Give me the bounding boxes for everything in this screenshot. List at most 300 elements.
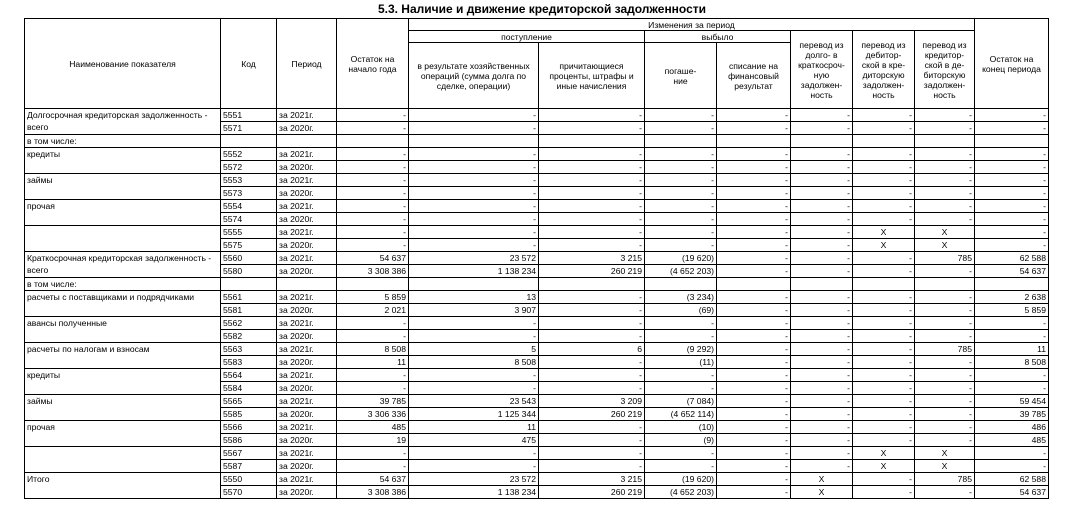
code-cell: 5580: [221, 265, 277, 278]
table-body: [25, 109, 1049, 499]
transfer-from-debit-cell: X: [915, 226, 975, 239]
period-cell: за 2021г.: [277, 174, 337, 187]
empty-cell: [717, 278, 791, 291]
interest-cell: -: [539, 356, 645, 369]
end-balance-cell: -: [975, 460, 1049, 473]
interest-cell: -: [539, 447, 645, 460]
business-ops-cell: 23 543: [409, 395, 539, 408]
business-ops-cell: -: [409, 200, 539, 213]
period-cell: за 2020г.: [277, 330, 337, 343]
code-cell: 5571: [221, 122, 277, 135]
table-row: [25, 148, 1049, 161]
empty-cell: [791, 135, 853, 148]
repayment-cell: (9): [645, 434, 717, 447]
table-row: [25, 343, 1049, 356]
repayment-cell: (19 620): [645, 252, 717, 265]
end-balance-cell: -: [975, 148, 1049, 161]
transfer-to-debit-cell: -: [853, 291, 915, 304]
interest-cell: 3 209: [539, 395, 645, 408]
transfer-to-debit-cell: -: [853, 109, 915, 122]
repayment-cell: (7 084): [645, 395, 717, 408]
table-row: [25, 421, 1049, 434]
transfer-long-short-cell: -: [791, 304, 853, 317]
header-interest: причитающиеся проценты, штрафы и иные начисления: [539, 43, 645, 109]
row-label: в том числе:: [25, 278, 221, 291]
transfer-to-debit-cell: -: [853, 174, 915, 187]
writeoff-cell: -: [717, 252, 791, 265]
writeoff-cell: -: [717, 395, 791, 408]
end-balance-cell: -: [975, 213, 1049, 226]
transfer-from-debit-cell: 785: [915, 252, 975, 265]
table-row: [25, 291, 1049, 304]
transfer-long-short-cell: -: [791, 382, 853, 395]
transfer-from-debit-cell: -: [915, 122, 975, 135]
row-label: [25, 447, 221, 473]
business-ops-cell: 3 907: [409, 304, 539, 317]
code-cell: 5553: [221, 174, 277, 187]
code-cell: 5561: [221, 291, 277, 304]
interest-cell: -: [539, 460, 645, 473]
code-cell: 5565: [221, 395, 277, 408]
repayment-cell: -: [645, 460, 717, 473]
transfer-to-debit-cell: -: [853, 421, 915, 434]
table-row: [25, 109, 1049, 122]
end-balance-cell: -: [975, 369, 1049, 382]
interest-cell: 3 215: [539, 473, 645, 486]
transfer-from-debit-cell: -: [915, 317, 975, 330]
writeoff-cell: -: [717, 161, 791, 174]
empty-cell: [221, 278, 277, 291]
header-transfer-to-debit: перевод из дебитор- ской в кре- диторскую задолжен- ность: [853, 31, 915, 109]
code-cell: 5555: [221, 226, 277, 239]
transfer-long-short-cell: -: [791, 200, 853, 213]
empty-cell: [277, 135, 337, 148]
interest-cell: -: [539, 161, 645, 174]
start-balance-cell: -: [337, 369, 409, 382]
row-label: прочая: [25, 421, 221, 447]
transfer-to-debit-cell: -: [853, 187, 915, 200]
repayment-cell: -: [645, 330, 717, 343]
transfer-long-short-cell: -: [791, 447, 853, 460]
code-cell: 5573: [221, 187, 277, 200]
interest-cell: -: [539, 291, 645, 304]
period-cell: за 2020г.: [277, 460, 337, 473]
transfer-from-debit-cell: -: [915, 395, 975, 408]
business-ops-cell: -: [409, 213, 539, 226]
start-balance-cell: -: [337, 200, 409, 213]
code-cell: 5585: [221, 408, 277, 421]
business-ops-cell: -: [409, 122, 539, 135]
header-end: Остаток на конец периода: [975, 19, 1049, 109]
transfer-from-debit-cell: -: [915, 161, 975, 174]
repayment-cell: -: [645, 213, 717, 226]
empty-cell: [975, 135, 1049, 148]
transfer-to-debit-cell: -: [853, 265, 915, 278]
period-cell: за 2020г.: [277, 434, 337, 447]
transfer-to-debit-cell: -: [853, 252, 915, 265]
business-ops-cell: -: [409, 369, 539, 382]
transfer-long-short-cell: -: [791, 213, 853, 226]
end-balance-cell: -: [975, 161, 1049, 174]
transfer-from-debit-cell: -: [915, 200, 975, 213]
code-cell: 5562: [221, 317, 277, 330]
period-cell: за 2020г.: [277, 213, 337, 226]
table-row: [25, 278, 1049, 291]
code-cell: 5572: [221, 161, 277, 174]
repayment-cell: -: [645, 161, 717, 174]
start-balance-cell: 54 637: [337, 252, 409, 265]
code-cell: 5575: [221, 239, 277, 252]
row-label: авансы полученные: [25, 317, 221, 343]
end-balance-cell: 486: [975, 421, 1049, 434]
writeoff-cell: -: [717, 213, 791, 226]
period-cell: за 2021г.: [277, 200, 337, 213]
transfer-from-debit-cell: -: [915, 174, 975, 187]
writeoff-cell: -: [717, 148, 791, 161]
period-cell: за 2020г.: [277, 486, 337, 499]
writeoff-cell: -: [717, 265, 791, 278]
start-balance-cell: -: [337, 226, 409, 239]
transfer-to-debit-cell: -: [853, 213, 915, 226]
writeoff-cell: -: [717, 317, 791, 330]
business-ops-cell: -: [409, 148, 539, 161]
start-balance-cell: 19: [337, 434, 409, 447]
interest-cell: 3 215: [539, 252, 645, 265]
business-ops-cell: -: [409, 239, 539, 252]
repayment-cell: -: [645, 447, 717, 460]
transfer-to-debit-cell: -: [853, 304, 915, 317]
end-balance-cell: 8 508: [975, 356, 1049, 369]
code-cell: 5587: [221, 460, 277, 473]
business-ops-cell: -: [409, 226, 539, 239]
empty-cell: [791, 278, 853, 291]
business-ops-cell: 13: [409, 291, 539, 304]
start-balance-cell: 3 308 386: [337, 486, 409, 499]
code-cell: 5586: [221, 434, 277, 447]
writeoff-cell: -: [717, 356, 791, 369]
transfer-long-short-cell: -: [791, 317, 853, 330]
transfer-from-debit-cell: -: [915, 369, 975, 382]
table-row: [25, 174, 1049, 187]
interest-cell: -: [539, 187, 645, 200]
transfer-long-short-cell: -: [791, 460, 853, 473]
transfer-long-short-cell: -: [791, 434, 853, 447]
transfer-to-debit-cell: -: [853, 200, 915, 213]
transfer-long-short-cell: -: [791, 252, 853, 265]
business-ops-cell: 1 138 234: [409, 486, 539, 499]
transfer-to-debit-cell: X: [853, 226, 915, 239]
writeoff-cell: -: [717, 304, 791, 317]
writeoff-cell: -: [717, 200, 791, 213]
business-ops-cell: -: [409, 382, 539, 395]
empty-cell: [337, 135, 409, 148]
start-balance-cell: 39 785: [337, 395, 409, 408]
period-cell: за 2020г.: [277, 356, 337, 369]
transfer-from-debit-cell: -: [915, 434, 975, 447]
table-row: [25, 226, 1049, 239]
transfer-to-debit-cell: -: [853, 382, 915, 395]
empty-cell: [409, 135, 539, 148]
row-label: [25, 226, 221, 252]
interest-cell: -: [539, 239, 645, 252]
repayment-cell: -: [645, 226, 717, 239]
repayment-cell: (4 652 203): [645, 486, 717, 499]
row-label: Итого: [25, 473, 221, 499]
header-business-ops: в результате хозяйственных операций (сумма долга по сделке, операции): [409, 43, 539, 109]
end-balance-cell: 62 588: [975, 473, 1049, 486]
start-balance-cell: 3 306 336: [337, 408, 409, 421]
empty-cell: [277, 278, 337, 291]
period-cell: за 2020г.: [277, 122, 337, 135]
repayment-cell: (4 652 114): [645, 408, 717, 421]
repayment-cell: -: [645, 122, 717, 135]
writeoff-cell: -: [717, 369, 791, 382]
period-cell: за 2021г.: [277, 317, 337, 330]
end-balance-cell: -: [975, 226, 1049, 239]
period-cell: за 2021г.: [277, 447, 337, 460]
transfer-long-short-cell: -: [791, 122, 853, 135]
transfer-to-debit-cell: -: [853, 369, 915, 382]
transfer-from-debit-cell: -: [915, 109, 975, 122]
start-balance-cell: -: [337, 330, 409, 343]
transfer-to-debit-cell: -: [853, 434, 915, 447]
writeoff-cell: -: [717, 382, 791, 395]
period-cell: за 2021г.: [277, 421, 337, 434]
end-balance-cell: -: [975, 122, 1049, 135]
empty-cell: [539, 278, 645, 291]
row-label: Долгосрочная кредиторская задолженность - всего: [25, 109, 221, 135]
start-balance-cell: -: [337, 122, 409, 135]
header-changes: Изменения за период: [409, 19, 975, 31]
row-label: в том числе:: [25, 135, 221, 148]
period-cell: за 2020г.: [277, 161, 337, 174]
row-label: займы: [25, 395, 221, 421]
interest-cell: -: [539, 174, 645, 187]
transfer-long-short-cell: -: [791, 265, 853, 278]
code-cell: 5567: [221, 447, 277, 460]
transfer-long-short-cell: -: [791, 291, 853, 304]
transfer-from-debit-cell: -: [915, 421, 975, 434]
page-title: 5.3. Наличие и движение кредиторской задолженности: [377, 2, 707, 16]
code-cell: 5560: [221, 252, 277, 265]
business-ops-cell: -: [409, 109, 539, 122]
transfer-from-debit-cell: -: [915, 291, 975, 304]
start-balance-cell: -: [337, 187, 409, 200]
row-label: прочая: [25, 200, 221, 226]
header-name: Наименование показателя: [25, 19, 221, 109]
interest-cell: -: [539, 434, 645, 447]
repayment-cell: -: [645, 109, 717, 122]
code-cell: 5574: [221, 213, 277, 226]
interest-cell: -: [539, 200, 645, 213]
empty-cell: [645, 135, 717, 148]
start-balance-cell: -: [337, 161, 409, 174]
transfer-long-short-cell: -: [791, 330, 853, 343]
business-ops-cell: -: [409, 447, 539, 460]
end-balance-cell: 39 785: [975, 408, 1049, 421]
code-cell: 5583: [221, 356, 277, 369]
interest-cell: -: [539, 122, 645, 135]
interest-cell: -: [539, 317, 645, 330]
header-writeoff: списание на финансовый результат: [717, 43, 791, 109]
business-ops-cell: -: [409, 330, 539, 343]
start-balance-cell: 485: [337, 421, 409, 434]
end-balance-cell: -: [975, 330, 1049, 343]
transfer-from-debit-cell: -: [915, 356, 975, 369]
transfer-to-debit-cell: -: [853, 148, 915, 161]
interest-cell: 260 219: [539, 408, 645, 421]
business-ops-cell: 475: [409, 434, 539, 447]
business-ops-cell: 5: [409, 343, 539, 356]
writeoff-cell: -: [717, 421, 791, 434]
period-cell: за 2021г.: [277, 369, 337, 382]
period-cell: за 2020г.: [277, 265, 337, 278]
repayment-cell: (10): [645, 421, 717, 434]
payables-table: [24, 18, 1049, 499]
end-balance-cell: -: [975, 382, 1049, 395]
start-balance-cell: 5 859: [337, 291, 409, 304]
code-cell: 5584: [221, 382, 277, 395]
header-period: Период: [277, 19, 337, 109]
code-cell: 5564: [221, 369, 277, 382]
start-balance-cell: 11: [337, 356, 409, 369]
repayment-cell: -: [645, 200, 717, 213]
repayment-cell: (9 292): [645, 343, 717, 356]
transfer-long-short-cell: -: [791, 369, 853, 382]
repayment-cell: (4 652 203): [645, 265, 717, 278]
transfer-long-short-cell: -: [791, 226, 853, 239]
table-header: [25, 19, 1049, 109]
transfer-long-short-cell: -: [791, 343, 853, 356]
empty-cell: [853, 135, 915, 148]
end-balance-cell: -: [975, 447, 1049, 460]
empty-cell: [645, 278, 717, 291]
transfer-long-short-cell: -: [791, 408, 853, 421]
row-label: Краткосрочная кредиторская задолженность - всего: [25, 252, 221, 278]
writeoff-cell: -: [717, 460, 791, 473]
transfer-long-short-cell: -: [791, 395, 853, 408]
transfer-from-debit-cell: X: [915, 460, 975, 473]
transfer-long-short-cell: X: [791, 486, 853, 499]
start-balance-cell: 3 308 386: [337, 265, 409, 278]
start-balance-cell: 2 021: [337, 304, 409, 317]
code-cell: 5566: [221, 421, 277, 434]
header-income: поступление: [409, 31, 645, 43]
start-balance-cell: -: [337, 382, 409, 395]
writeoff-cell: -: [717, 330, 791, 343]
code-cell: 5570: [221, 486, 277, 499]
header-start: Остаток на начало года: [337, 19, 409, 109]
start-balance-cell: -: [337, 239, 409, 252]
end-balance-cell: 485: [975, 434, 1049, 447]
business-ops-cell: 8 508: [409, 356, 539, 369]
table-row: [25, 252, 1049, 265]
transfer-from-debit-cell: -: [915, 408, 975, 421]
repayment-cell: -: [645, 174, 717, 187]
period-cell: за 2020г.: [277, 187, 337, 200]
start-balance-cell: 54 637: [337, 473, 409, 486]
transfer-to-debit-cell: -: [853, 356, 915, 369]
interest-cell: -: [539, 148, 645, 161]
business-ops-cell: 23 572: [409, 473, 539, 486]
writeoff-cell: -: [717, 447, 791, 460]
period-cell: за 2021г.: [277, 291, 337, 304]
writeoff-cell: -: [717, 486, 791, 499]
period-cell: за 2021г.: [277, 395, 337, 408]
start-balance-cell: -: [337, 109, 409, 122]
table-row: [25, 200, 1049, 213]
writeoff-cell: -: [717, 174, 791, 187]
transfer-to-debit-cell: -: [853, 395, 915, 408]
interest-cell: -: [539, 382, 645, 395]
business-ops-cell: 1 125 344: [409, 408, 539, 421]
interest-cell: -: [539, 421, 645, 434]
end-balance-cell: 2 638: [975, 291, 1049, 304]
interest-cell: 6: [539, 343, 645, 356]
period-cell: за 2021г.: [277, 148, 337, 161]
start-balance-cell: 8 508: [337, 343, 409, 356]
end-balance-cell: 5 859: [975, 304, 1049, 317]
table-row: [25, 369, 1049, 382]
end-balance-cell: 54 637: [975, 486, 1049, 499]
writeoff-cell: -: [717, 187, 791, 200]
transfer-from-debit-cell: -: [915, 330, 975, 343]
business-ops-cell: -: [409, 317, 539, 330]
code-cell: 5582: [221, 330, 277, 343]
row-label: расчеты с поставщиками и подрядчиками: [25, 291, 221, 317]
transfer-from-debit-cell: -: [915, 187, 975, 200]
business-ops-cell: 23 572: [409, 252, 539, 265]
transfer-from-debit-cell: -: [915, 304, 975, 317]
start-balance-cell: -: [337, 317, 409, 330]
writeoff-cell: -: [717, 408, 791, 421]
transfer-from-debit-cell: -: [915, 213, 975, 226]
header-repayment: погаше- ние: [645, 43, 717, 109]
end-balance-cell: -: [975, 239, 1049, 252]
transfer-to-debit-cell: -: [853, 473, 915, 486]
writeoff-cell: -: [717, 122, 791, 135]
interest-cell: -: [539, 109, 645, 122]
code-cell: 5554: [221, 200, 277, 213]
code-cell: 5552: [221, 148, 277, 161]
end-balance-cell: -: [975, 109, 1049, 122]
table-row: [25, 135, 1049, 148]
start-balance-cell: -: [337, 213, 409, 226]
transfer-to-debit-cell: X: [853, 447, 915, 460]
end-balance-cell: -: [975, 187, 1049, 200]
end-balance-cell: -: [975, 174, 1049, 187]
empty-cell: [975, 278, 1049, 291]
period-cell: за 2021г.: [277, 109, 337, 122]
repayment-cell: -: [645, 187, 717, 200]
code-cell: 5551: [221, 109, 277, 122]
end-balance-cell: -: [975, 317, 1049, 330]
row-label: кредиты: [25, 148, 221, 174]
end-balance-cell: 62 588: [975, 252, 1049, 265]
empty-cell: [915, 135, 975, 148]
interest-cell: -: [539, 213, 645, 226]
row-label: займы: [25, 174, 221, 200]
business-ops-cell: -: [409, 187, 539, 200]
empty-cell: [221, 135, 277, 148]
period-cell: за 2020г.: [277, 382, 337, 395]
period-cell: за 2020г.: [277, 408, 337, 421]
writeoff-cell: -: [717, 473, 791, 486]
transfer-to-debit-cell: -: [853, 330, 915, 343]
row-label: кредиты: [25, 369, 221, 395]
repayment-cell: -: [645, 369, 717, 382]
transfer-to-debit-cell: -: [853, 408, 915, 421]
